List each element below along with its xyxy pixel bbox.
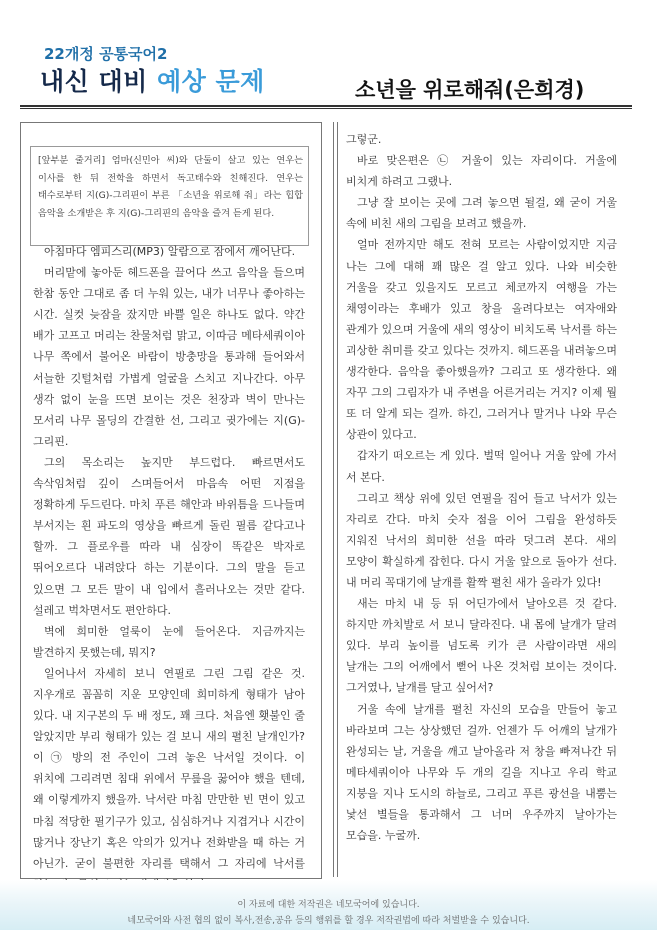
title-divider <box>20 105 632 107</box>
passage-paragraph: 얼마 전까지만 해도 전혀 모르는 사람이었지만 지금 나는 그에 대해 꽤 많은 걸 알고 있다. 나와 비슷한 거울을 갖고 있을지도 모르고 체코까지 여행을 가는 채영이라는 후배가 있고 창을 올려다보는 여자애와 관계가 있으며 거울에 새의 영상이 비치도록 낙서를 하는 괴상한 취미를 갖고 있다는 것까지. 헤드폰을 내려놓으며 생각한다. 음악을 좋아했을까? 그리고 또 생각한다. 왜 자꾸 그의 그림자가 내 주변을 어른거리는 거지? 이제 뭘 또 더 알게 되는 걸까. 하긴, 그러거나 말거나 나와 무슨 상관이 있다고. <box>346 238 617 442</box>
passage-paragraph: 갑자기 떠오르는 게 있다. 벌떡 일어나 거울 앞에 가서 서 본다. <box>346 449 617 484</box>
column-divider <box>333 122 334 877</box>
page-title-main: 내신 대비 <box>40 67 148 96</box>
passage-left-column <box>33 241 305 895</box>
passage-paragraph: 아침마다 엠피스리(MP3) 알람으로 잠에서 깨어난다. <box>44 245 296 258</box>
passage-paragraph: 머리맡에 놓아둔 헤드폰을 끌어다 쓰고 음악을 들으며 한참 동안 그대로 좀 더 누워 있는, 내가 너무나 좋아하는 시간. 실컷 늦잠을 잤지만 바쁠 일은 하나도 없다. 약간 배가 고프고 머리는 찬물처럼 맑고, 이따금 메타세쿼이아 나무 쪽에서 불어온 바람이 방충망을 통과해 들어와서 서늘한 깃털처럼 가볍게 얼굴을 스치고 지나간다. 아무 생각 없이 눈을 뜨면 보이는 것은 천장과 벽이 만나는 모서리 나무 몰딩의 간결한 선, 그리고 귓가에는 지(G)-그리핀. <box>33 266 305 448</box>
passage-paragraph: 그의 목소리는 높지만 부드럽다. 빠르면서도 속삭임처럼 깊이 스며들어서 마음속 어떤 지점을 정확하게 두드린다. 마치 푸른 해안과 바위틈을 드나들며 부서지는 흰 파도의 영상을 빠르게 돌린 필름 같다고나 할까. 그 플로우를 따라 내 심장이 똑같은 박자로 뛰어오르다 내려앉다 하는 기분이다. 그의 말을 듣고 있으면 그 모든 말이 내 입에서 흘러나오는 것만 같다. 설레고 벅차면서도 편안하다. <box>33 455 305 617</box>
passage-paragraph: 거울 속에 날개를 펼친 자신의 모습을 만들어 놓고 바라보며 그는 상상했던 걸까. 언젠가 두 어깨의 날개가 완성되는 날, 거울을 깨고 날아올라 저 창을 빠져나간 뒤 메타세쿼이아 나무와 두 개의 길을 지나고 우리 학교 지붕을 지나 도시의 하늘로, 그리고 푸른 광선을 내뿜는 낯선 별들을 통과해서 그 너머 우주까지 날아가는 모습을. 누굴까. <box>346 702 617 843</box>
page-title <box>40 62 265 98</box>
passage-paragraph: 새는 마치 내 등 뒤 어딘가에서 날아오른 것 같다. 하지만 까치발로 서 보니 달라진다. 내 몸에 날개가 달려 있다. 부리 높이를 넘도록 키가 큰 사람이라면 새의 날개는 그의 어깨에서 뻗어 나온 것처럼 보이는 것이다. 그거였나, 날개를 달고 싶어서? <box>346 597 617 695</box>
page-title-accent: 예상 문제 <box>157 67 265 96</box>
column-divider <box>337 122 338 877</box>
plot-summary: [앞부분 줄거리] 엄마(신민아 씨)와 단둘이 살고 있는 연우는 이사를 한 뒤 전학을 하면서 독고태수와 친해진다. 연우는 태수로부터 지(G)-그리핀이 부른 「소년을 위로해 줘」라는 힙합 음악을 소개받은 후 지(G)-그리핀의 음악을 즐겨 듣게 된다. <box>38 155 303 219</box>
passage-paragraph: 그냥 잘 보이는 곳에 그려 놓으면 될걸, 왜 굳이 거울 속에 비친 새의 그림을 보려고 했을까. <box>346 196 617 231</box>
passage-right-column <box>346 129 617 846</box>
copyright-warning: 네모국어와 사전 협의 없이 복사,전송,공유 등의 행위를 할 경우 저작권법에 따라 처벌받을 수 있습니다. <box>127 916 530 926</box>
work-title: 소년을 위로해줘(은희경) <box>355 78 585 102</box>
passage-paragraph: 바로 맞은편은 ㉡ 거울이 있는 자리이다. 거울에 비치게 하려고 그랬나. <box>346 154 617 189</box>
passage-paragraph: 그렇군. <box>346 133 382 146</box>
copyright-notice: 이 자료에 대한 저작권은 네모국어에 있습니다. <box>237 900 420 910</box>
passage-paragraph: 일어나서 자세히 보니 연필로 그린 그림 같은 것. 지우개로 꼼꼼히 지운 모양인데 희미하게 형태가 남아 있다. 내 지구본의 두 배 정도, 꽤 크다. 처음엔 횃불인 줄 알았지만 부리 형태가 있는 걸 보니 새의 펼친 날개인가? 이 ㉠ 방의 전 주인이 그려 놓은 낙서일 것이다. 이 위치에 그리려면 침대 위에서 무릎을 꿇어야 했을 텐데, 왜 이렇게까지 했을까. 낙서란 마침 만만한 빈 면이 있고 마침 적당한 필기구가 있고, 심심하거나 지겹거나 시간이 많거나 장난기 혹은 악의가 있거나 전화받을 때 하는 거 아닌가. 굳이 불편한 자리를 택해서 그 자리에 낙서를 <box>33 666 305 870</box>
passage-paragraph: 그리고 책상 위에 있던 연필을 집어 들고 낙서가 있는 자리로 간다. 마치 숫자 점을 이어 그림을 완성하듯 지워진 낙서의 희미한 선을 따라 덧그려 본다. 새의 모양이 확실하게 잡힌다. 다시 거울 앞으로 돌아가 선다. 내 머리 꼭대기에 날개를 활짝 펼친 새가 올라가 있다! <box>346 491 617 589</box>
passage-paragraph: 벽에 희미한 얼룩이 눈에 들어온다. 지금까지는 발견하지 못했는데, 뭐지? <box>33 624 305 659</box>
series-subtitle: 22개정 공통국어2 <box>44 45 168 63</box>
title-divider-thin <box>20 108 632 109</box>
